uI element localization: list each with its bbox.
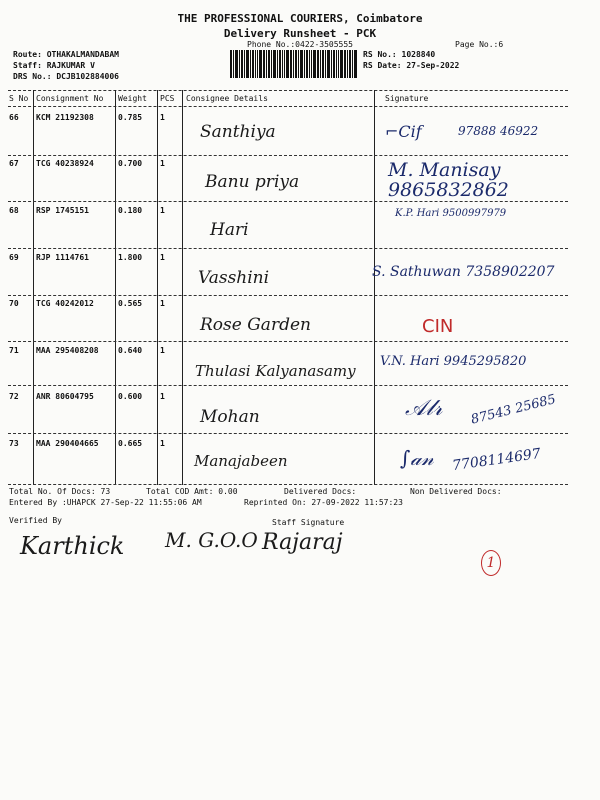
page-number: Page No.:6 — [455, 40, 504, 49]
row-separator — [8, 248, 568, 249]
row-weight: 0.565 — [118, 299, 143, 308]
row-consignment: KCM 21192308 — [36, 113, 94, 122]
row-separator — [8, 155, 568, 156]
row-separator — [8, 201, 568, 202]
rs-date: RS Date: 27-Sep-2022 — [363, 61, 460, 70]
company-title: THE PROFESSIONAL COURIERS, Coimbatore — [177, 12, 423, 25]
header-bottom-rule — [8, 106, 568, 107]
row-separator — [8, 385, 568, 386]
signature-handwriting: V.N. Hari 9945295820 — [380, 354, 527, 369]
row-weight: 0.700 — [118, 159, 143, 168]
row-pcs: 1 — [160, 113, 165, 122]
total-docs: Total No. Of Docs: 73 — [9, 487, 111, 496]
signature-scribble: 𝒜𝓁𝓇 — [405, 396, 443, 421]
row-consignment: TCG 40238924 — [36, 159, 94, 168]
row-consignment: MAA 290404665 — [36, 439, 99, 448]
row-pcs: 1 — [160, 346, 165, 355]
consignee-handwriting: Mohan — [200, 407, 260, 427]
signature-handwriting: M. Manisay 9865832862 — [388, 159, 509, 201]
runsheet-title: Delivery Runsheet - PCK — [223, 27, 377, 40]
col-divider — [374, 90, 375, 485]
phone-number: Phone No.:0422-3505555 — [247, 40, 353, 49]
col-header-pcs: PCS — [160, 94, 175, 103]
row-weight: 0.640 — [118, 346, 143, 355]
row-sno: 70 — [9, 299, 19, 308]
row-weight: 0.180 — [118, 206, 143, 215]
row-consignment: RJP 1114761 — [36, 253, 89, 262]
staff-signature-label: Staff Signature — [272, 518, 345, 527]
row-sno: 72 — [9, 392, 19, 401]
col-divider — [182, 90, 183, 485]
row-sno: 68 — [9, 206, 19, 215]
drs-number: DRS No.: DCJB102884006 — [13, 72, 119, 81]
row-consignment: TCG 40242012 — [36, 299, 94, 308]
header-top-rule — [8, 90, 568, 91]
signature-scribble: ⌐Cif — [385, 122, 422, 141]
row-consignment: MAA 295408208 — [36, 346, 99, 355]
consignee-handwriting: Santhiya — [200, 122, 276, 142]
row-weight: 1.800 — [118, 253, 143, 262]
row-separator — [8, 484, 568, 485]
row-pcs: 1 — [160, 392, 165, 401]
signature-handwriting: 7708114697 — [451, 445, 542, 475]
entered-by: Entered By :UHAPCK 27-Sep-22 11:55:06 AM — [9, 498, 202, 507]
row-separator — [8, 341, 568, 342]
row-weight: 0.785 — [118, 113, 143, 122]
col-divider — [33, 90, 34, 485]
consignee-handwriting: Rose Garden — [200, 315, 311, 335]
barcode-image — [230, 50, 358, 78]
col-divider — [157, 90, 158, 485]
consignee-handwriting: Vasshini — [198, 268, 270, 288]
row-pcs: 1 — [160, 299, 165, 308]
consignee-handwriting: Manajabeen — [194, 452, 288, 470]
col-header-consignment: Consignment No — [36, 94, 104, 103]
col-header-signature: Signature — [385, 94, 429, 103]
rs-number: RS No.: 1028840 — [363, 50, 436, 59]
row-weight: 0.600 — [118, 392, 143, 401]
row-pcs: 1 — [160, 206, 165, 215]
row-pcs: 1 — [160, 253, 165, 262]
row-separator — [8, 295, 568, 296]
signature-handwriting: S. Sathuwan 7358902207 — [372, 264, 555, 280]
row-sno: 66 — [9, 113, 19, 122]
row-sno: 67 — [9, 159, 19, 168]
signature-scribble: ∫𝒶𝓃 — [400, 446, 434, 470]
delivered-docs: Delivered Docs: — [284, 487, 357, 496]
row-pcs: 1 — [160, 439, 165, 448]
reprinted-on: Reprinted On: 27-09-2022 11:57:23 — [244, 498, 403, 507]
row-separator — [8, 433, 568, 434]
signature-handwriting: 87543 25685 — [469, 392, 558, 428]
consignee-handwriting: Banu priya — [205, 172, 300, 192]
verified-by-signature: Karthick — [20, 532, 125, 560]
middle-signature: M. G.O.O — [165, 528, 258, 552]
row-pcs: 1 — [160, 159, 165, 168]
non-delivered-docs: Non Delivered Docs: — [410, 487, 502, 496]
staff-signature: Rajaraj — [262, 530, 343, 555]
col-divider — [115, 90, 116, 485]
row-sno: 73 — [9, 439, 19, 448]
row-consignment: ANR 80604795 — [36, 392, 94, 401]
col-header-weight: Weight — [118, 94, 147, 103]
staff: Staff: RAJKUMAR V — [13, 61, 95, 70]
route: Route: OTHAKALMANDABAM — [13, 50, 119, 59]
signature-handwriting: 97888 46922 — [458, 124, 539, 138]
signature-handwriting: K.P. Hari 9500997979 — [395, 208, 507, 219]
page-mark-circle: 1 — [481, 550, 501, 576]
consignee-handwriting: Thulasi Kalyanasamy — [195, 362, 356, 380]
row-sno: 71 — [9, 346, 19, 355]
signature-handwriting: CIN — [422, 316, 454, 337]
consignee-handwriting: Hari — [210, 220, 249, 240]
total-cod: Total COD Amt: 0.00 — [146, 487, 238, 496]
col-header-consignee: Consignee Details — [186, 94, 268, 103]
row-sno: 69 — [9, 253, 19, 262]
row-consignment: RSP 1745151 — [36, 206, 89, 215]
col-header-sno: S No — [9, 94, 29, 103]
row-weight: 0.665 — [118, 439, 143, 448]
verified-by-label: Verified By — [9, 516, 62, 525]
